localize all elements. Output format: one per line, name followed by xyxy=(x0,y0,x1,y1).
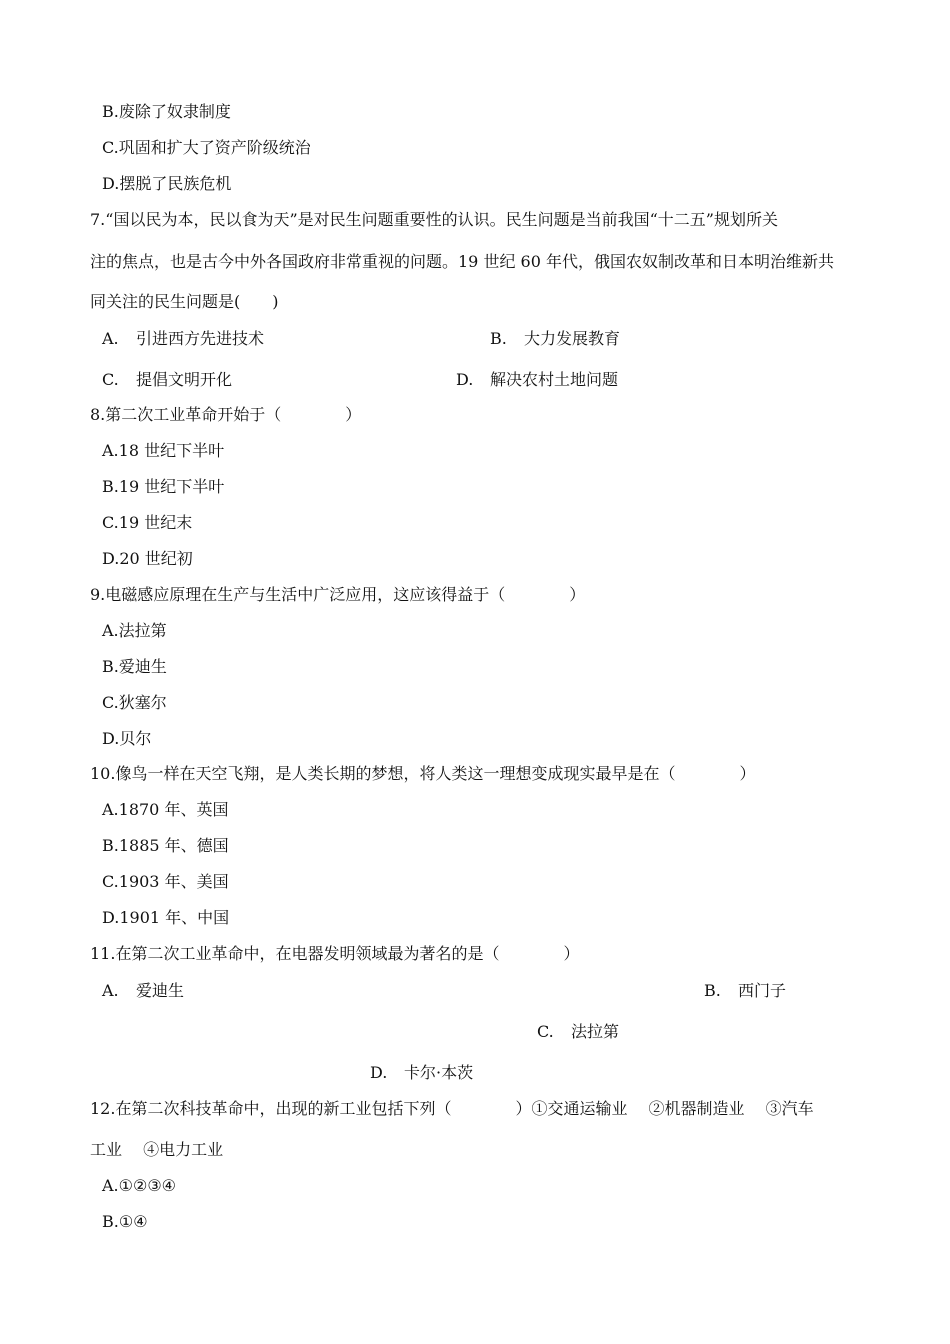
option-11a: A. 爱迪生 xyxy=(102,981,185,1000)
question-7-line-2: 注的焦点，也是古今中外各国政府非常重视的问题。19 世纪 60 年代，俄国农奴制改革和日本明治维新共 xyxy=(90,252,834,271)
question-11: 11.在第二次工业革命中，在电器发明领域最为著名的是（ ） xyxy=(90,944,580,963)
option-7c: C. 提倡文明开化 xyxy=(102,370,233,389)
question-12-line-1: 12.在第二次科技革命中，出现的新工业包括下列（ ）①交通运输业 ②机器制造业 ③汽车 xyxy=(90,1099,814,1118)
option-6c: C.巩固和扩大了资产阶级统治 xyxy=(102,138,311,157)
option-11d: D. 卡尔·本茨 xyxy=(370,1063,474,1082)
option-9a: A.法拉第 xyxy=(102,621,167,640)
question-12-line-2: 工业 ④电力工业 xyxy=(90,1140,224,1159)
question-7-line-1: 7.“国以民为本，民以食为天”是对民生问题重要性的认识。民生问题是当前我国“十二五”规划所关 xyxy=(90,210,778,229)
option-10a: A.1870 年、英国 xyxy=(102,800,229,819)
option-6b: B.废除了奴隶制度 xyxy=(102,102,231,121)
option-12b: B.①④ xyxy=(102,1212,148,1231)
option-6d: D.摆脱了民族危机 xyxy=(102,174,232,193)
option-9c: C.狄塞尔 xyxy=(102,693,167,712)
option-9b: B.爱迪生 xyxy=(102,657,167,676)
option-8a: A.18 世纪下半叶 xyxy=(102,441,225,460)
option-7b: B. 大力发展教育 xyxy=(490,329,621,348)
question-7-line-3: 同关注的民生问题是( ) xyxy=(90,292,279,311)
option-10d: D.1901 年、中国 xyxy=(102,908,230,927)
option-11b: B. 西门子 xyxy=(704,981,787,1000)
question-8: 8.第二次工业革命开始于（ ） xyxy=(90,405,362,424)
option-7d: D. 解决农村土地问题 xyxy=(456,370,619,389)
option-9d: D.贝尔 xyxy=(102,729,152,748)
question-9: 9.电磁感应原理在生产与生活中广泛应用，这应该得益于（ ） xyxy=(90,585,586,604)
option-7a: A. 引进西方先进技术 xyxy=(102,329,265,348)
option-12a: A.①②③④ xyxy=(102,1176,177,1195)
option-11c: C. 法拉第 xyxy=(537,1022,620,1041)
option-10b: B.1885 年、德国 xyxy=(102,836,229,855)
option-8c: C.19 世纪末 xyxy=(102,513,193,532)
option-8b: B.19 世纪下半叶 xyxy=(102,477,225,496)
option-8d: D.20 世纪初 xyxy=(102,549,193,568)
option-10c: C.1903 年、美国 xyxy=(102,872,229,891)
question-10: 10.像鸟一样在天空飞翔，是人类长期的梦想，将人类这一理想变成现实最早是在（ ） xyxy=(90,764,756,783)
